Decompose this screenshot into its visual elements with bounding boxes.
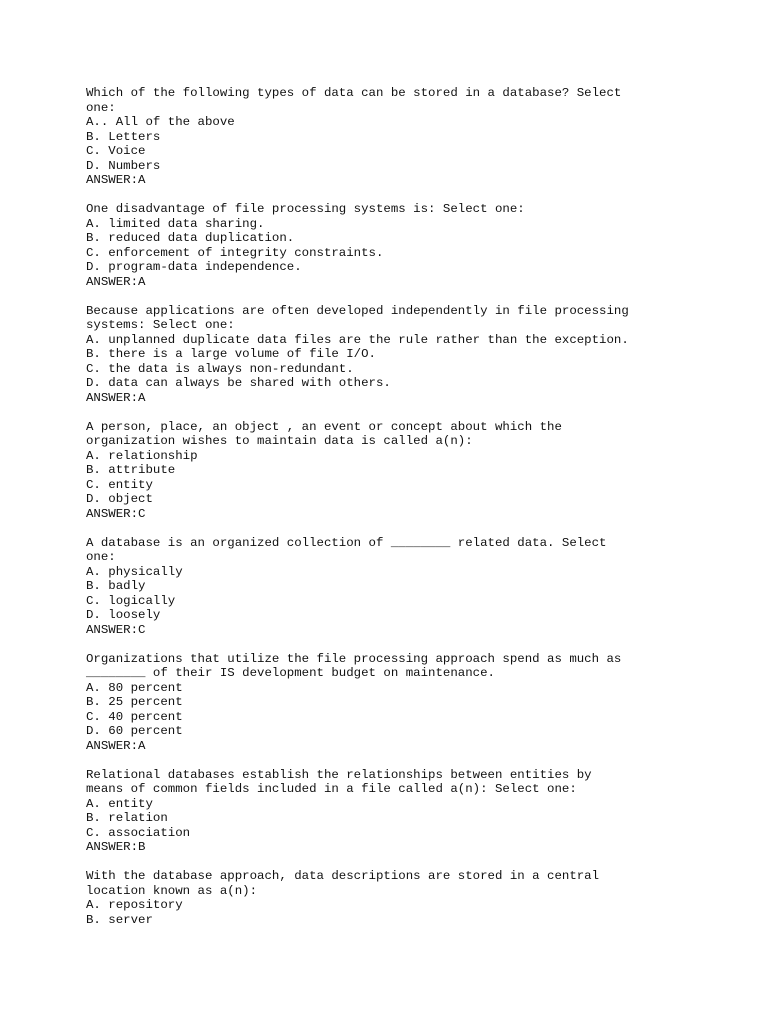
answer-option: A. relationship	[86, 448, 198, 463]
answer-option: D. program-data independence.	[86, 260, 302, 274]
answer-option: C. logically	[86, 593, 176, 608]
answer-option: C. entity	[86, 477, 153, 492]
answer-option: A. limited data sharing.	[86, 216, 265, 231]
answer-key: ANSWER:C	[86, 506, 146, 521]
answer-option: B. 25 percent	[86, 695, 183, 709]
answer-option: C. Voice	[86, 144, 146, 158]
answer-key: ANSWER:C	[86, 622, 146, 637]
question-2	[86, 202, 706, 289]
answer-key: ANSWER:A	[86, 173, 146, 187]
question-stem: Because applications are often developed independently in file processing systems: Select one:	[86, 303, 629, 332]
question-6	[86, 652, 706, 754]
answer-option: B. Letters	[86, 129, 161, 144]
question-stem: Which of the following types of data can be stored in a database? Select one:	[86, 86, 622, 115]
answer-option: A.. All of the above	[86, 115, 235, 129]
answer-option: A. unplanned duplicate data files are the rule rather than the exception.	[86, 332, 629, 347]
question-1	[86, 86, 706, 188]
answer-option: C. enforcement of integrity constraints.	[86, 245, 384, 260]
answer-option: D. 60 percent	[86, 724, 183, 738]
question-5	[86, 536, 706, 638]
answer-key: ANSWER:A	[86, 274, 146, 289]
answer-key: ANSWER:A	[86, 390, 146, 405]
answer-option: C. 40 percent	[86, 709, 183, 724]
answer-option: D. data can always be shared with others.	[86, 376, 391, 390]
answer-option: B. reduced data duplication.	[86, 231, 295, 245]
question-stem: A database is an organized collection of ________ related data. Select one:	[86, 535, 607, 564]
answer-key: ANSWER:A	[86, 738, 146, 753]
answer-option: D. Numbers	[86, 158, 161, 173]
answer-option: D. object	[86, 492, 153, 506]
answer-option: C. association	[86, 825, 191, 840]
question-stem: With the database approach, data descriptions are stored in a central location known as a(n):	[86, 869, 600, 898]
answer-option: B. badly	[86, 579, 146, 593]
answer-option: A. physically	[86, 564, 183, 579]
answer-option: B. relation	[86, 811, 168, 825]
answer-option: B. attribute	[86, 463, 176, 477]
answer-option: A. entity	[86, 796, 153, 811]
answer-option: B. there is a large volume of file I/O.	[86, 347, 376, 361]
question-stem: One disadvantage of file processing systems is: Select one:	[86, 202, 525, 216]
question-stem: A person, place, an object , an event or concept about which the organization wishes to maintain data is called a(n):	[86, 419, 562, 448]
answer-key: ANSWER:B	[86, 840, 146, 854]
answer-option: B. server	[86, 912, 153, 927]
document-page	[86, 86, 706, 942]
question-8	[86, 869, 706, 927]
answer-option: D. loosely	[86, 608, 161, 622]
question-stem: Organizations that utilize the file processing approach spend as much as ________ of their IS development budget on maintenance.	[86, 651, 622, 680]
question-stem: Relational databases establish the relationships between entities by means of common fields included in a file called a(n): Select one:	[86, 767, 592, 796]
question-4	[86, 420, 706, 522]
answer-option: A. 80 percent	[86, 680, 183, 695]
question-3	[86, 304, 706, 406]
answer-option: C. the data is always non-redundant.	[86, 361, 354, 376]
answer-option: A. repository	[86, 898, 183, 912]
question-7	[86, 768, 706, 855]
